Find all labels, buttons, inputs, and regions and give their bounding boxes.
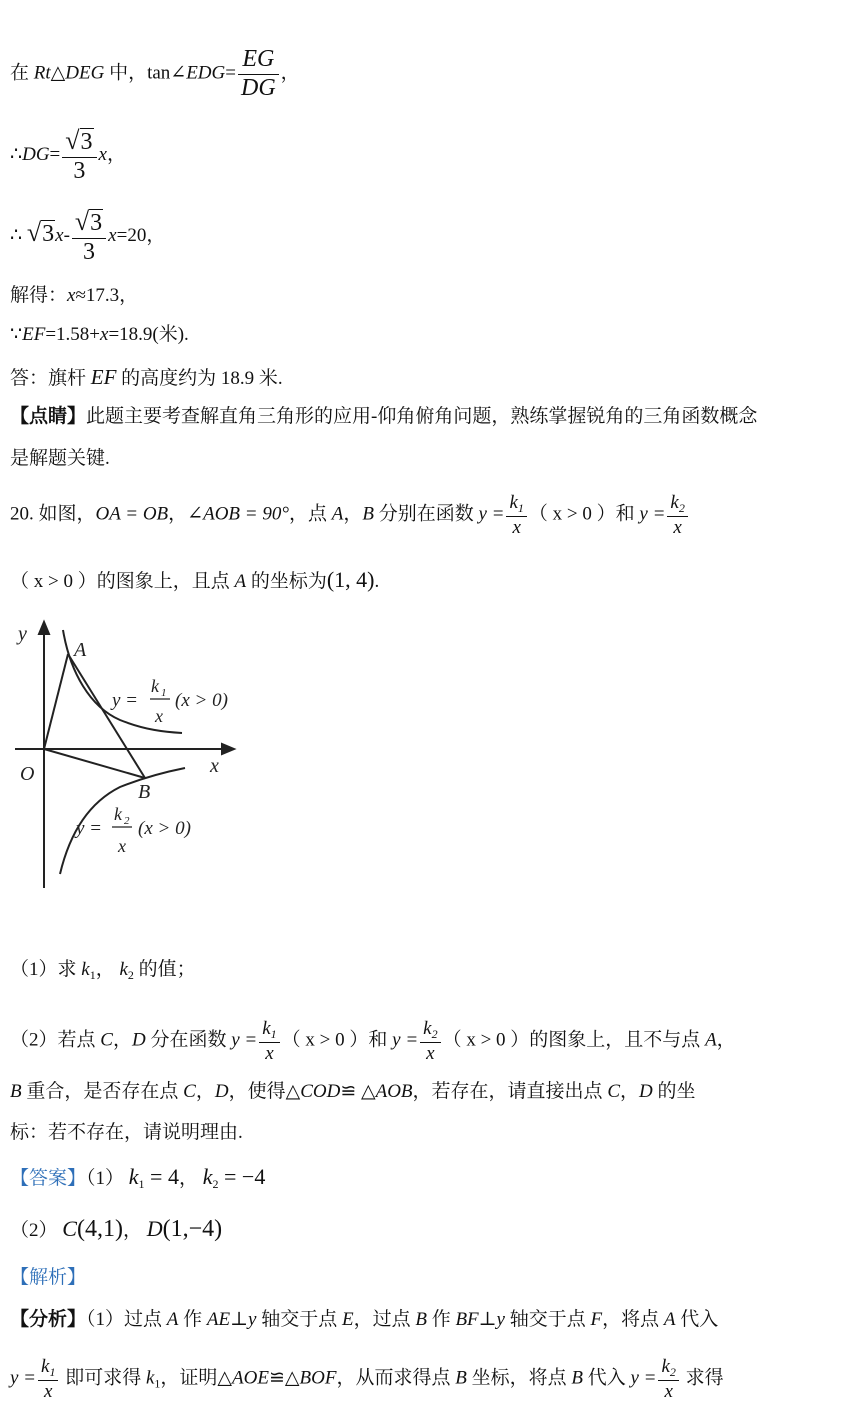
text: =18.9(米).: [108, 324, 189, 345]
numerator: [667, 492, 687, 517]
text: ≌△: [268, 1367, 300, 1389]
therefore-symbol: ∴: [10, 143, 23, 165]
text: ，: [122, 1220, 147, 1241]
curve-k2-den: x: [118, 836, 126, 856]
value: = −4: [218, 1164, 266, 1189]
subscript: 2: [669, 1365, 676, 1379]
analysis-line-1: [10, 1308, 718, 1332]
question-20-line-2: [10, 568, 379, 594]
text: =1.58+: [45, 324, 100, 345]
k: k: [670, 492, 679, 513]
subscript: 1: [89, 968, 96, 982]
text: 代入: [582, 1367, 631, 1389]
point-label: E: [341, 1309, 354, 1330]
numerator: [420, 1018, 440, 1043]
segment-oa: [44, 654, 68, 749]
curve-k2-cond: (x > 0): [138, 818, 191, 839]
text: （ x > 0 ）的图象上，且不与点: [442, 1029, 706, 1051]
segment-label: EF: [90, 365, 117, 389]
angle-label: EDG: [186, 62, 226, 84]
text: ，点: [288, 503, 332, 525]
point-label: D: [131, 1029, 146, 1051]
fraction: [259, 1018, 279, 1065]
text: （1）求: [10, 959, 82, 980]
point-label: B: [571, 1367, 583, 1389]
curve-k1-sub: 1: [161, 687, 167, 699]
text: 是解题关键.: [10, 448, 110, 469]
x-axis-label: x: [210, 755, 219, 777]
text: ，: [620, 1081, 640, 1102]
point-label: D: [214, 1081, 229, 1102]
y-axis-label: y: [18, 623, 27, 645]
jiexi-line: [10, 1266, 86, 1290]
denominator: x: [44, 1380, 53, 1402]
text: .: [374, 571, 380, 592]
radicand: 3: [80, 129, 93, 155]
k: k: [41, 1356, 50, 1377]
point-label: D: [146, 1216, 163, 1241]
point-label: B: [10, 1081, 22, 1102]
text: ，: [716, 1029, 736, 1051]
text: ，: [168, 503, 188, 525]
text: ，: [280, 62, 300, 84]
text: =: [225, 62, 236, 84]
question-number: 20. 如图，: [10, 503, 96, 525]
variable: x: [67, 285, 76, 306]
text: 作: [426, 1309, 456, 1330]
text: （2）若点: [10, 1029, 101, 1051]
fraction: [62, 126, 96, 185]
curve-k1-cond: (x > 0): [175, 690, 228, 711]
point-label: C: [62, 1216, 77, 1241]
text: =20，: [116, 224, 166, 246]
text: ，过点: [353, 1309, 416, 1330]
segment-label: AE: [206, 1309, 231, 1330]
text: 在: [10, 62, 34, 84]
triangle-label: AOE: [232, 1367, 269, 1389]
text: 此题主要考查解直角三角形的应用-仰角俯角问题，熟练掌握锐角的三角函数概念: [86, 406, 758, 427]
variable: x: [108, 224, 117, 246]
analysis-line-2: [10, 1356, 724, 1403]
text: ≌ △: [340, 1081, 376, 1102]
point-label: A: [234, 571, 247, 592]
text: ≈17.3，: [75, 285, 139, 306]
point-label: C: [183, 1081, 196, 1102]
curve-k2-lhs: y =: [76, 818, 103, 839]
function-lhs: y =: [639, 503, 666, 525]
segment-label: BF: [455, 1309, 479, 1330]
sqrt: √3: [74, 207, 103, 236]
curve-k2-k: k: [114, 804, 122, 824]
answer-2: [10, 1217, 222, 1243]
denominator: 3: [73, 157, 86, 184]
x-axis-arrow: [222, 744, 234, 754]
condition: ∠AOB = 90°: [187, 503, 289, 525]
function-lhs: y =: [630, 1367, 657, 1389]
point-label: C: [607, 1081, 620, 1102]
origin-label: O: [20, 763, 35, 785]
text: ⊥: [478, 1309, 497, 1330]
part-1-question: [10, 958, 196, 987]
dianjing-line-2: [10, 447, 110, 471]
text: ，: [195, 1081, 215, 1102]
subscript: 2: [127, 968, 134, 982]
subscript: 1: [138, 1177, 145, 1191]
text: 坐标，将点: [466, 1367, 572, 1389]
k: k: [145, 1367, 155, 1389]
point-label: F: [590, 1309, 603, 1330]
text: -: [63, 224, 70, 246]
curve-k1-den: x: [155, 706, 163, 726]
therefore-symbol: ∴: [10, 224, 27, 246]
point-label: A: [166, 1309, 179, 1330]
radicand: 3: [90, 210, 103, 236]
variable: x: [55, 224, 64, 246]
text: ，: [112, 1029, 132, 1051]
point-a-label: A: [74, 639, 87, 661]
text: ，: [95, 959, 120, 980]
subscript: 1: [517, 501, 524, 515]
text: 分在函数: [145, 1029, 232, 1051]
text: 标：若不存在，请说明理由.: [10, 1122, 243, 1143]
solution-line-dg: [10, 126, 126, 185]
point-label: B: [362, 503, 374, 525]
text: ，若存在，请直接出点: [412, 1081, 608, 1102]
text: ⊥: [230, 1309, 248, 1330]
solution-line-equation: [10, 207, 165, 266]
answer-line: [10, 365, 283, 391]
k: k: [119, 959, 128, 980]
numerator: [658, 1356, 678, 1381]
triangle-label: AOB: [375, 1081, 413, 1102]
text: 作: [178, 1309, 207, 1330]
text: ，: [106, 143, 126, 165]
dianjing-tag: 【点睛】: [10, 406, 87, 427]
value: = 4: [144, 1164, 179, 1189]
answer-1: [10, 1165, 265, 1196]
text: ，从而求得点: [336, 1367, 456, 1389]
function-lhs: y =: [478, 503, 505, 525]
function-lhs: y =: [392, 1029, 419, 1051]
part-2-question-line-1: [10, 1018, 736, 1065]
coordinate: (1, 4): [326, 567, 375, 592]
subscript: 1: [270, 1027, 277, 1041]
text: 代入: [675, 1309, 719, 1330]
text: ，: [343, 503, 363, 525]
denominator: DG: [240, 74, 276, 101]
point-label: A: [331, 503, 344, 525]
text: 轴交于点: [504, 1309, 591, 1330]
part-2-question-line-2: [10, 1080, 696, 1104]
subscript: 2: [212, 1177, 219, 1191]
numerator: [72, 207, 106, 239]
text: ，证明△: [160, 1367, 233, 1389]
variable: y: [248, 1309, 257, 1330]
y-axis-arrow: [39, 622, 49, 634]
triangle-label: BOF: [299, 1367, 337, 1389]
sqrt: √3: [26, 217, 55, 247]
solution-line-solve: [10, 284, 138, 308]
condition: OA = OB: [95, 503, 169, 525]
denominator: 3: [83, 238, 96, 265]
k: k: [81, 959, 90, 980]
text: 即可求得: [60, 1367, 146, 1389]
fraction: [506, 492, 526, 539]
text: ，: [178, 1168, 203, 1189]
curve-k1-lhs: y =: [112, 690, 139, 711]
text: ，使得△: [228, 1081, 301, 1102]
text: 求得: [680, 1367, 724, 1389]
point-label: A: [663, 1309, 676, 1330]
k: k: [128, 1164, 139, 1189]
point-label: D: [639, 1081, 653, 1102]
because-symbol: ∵: [10, 324, 23, 345]
text: ，将点: [602, 1309, 664, 1330]
curve-k1-k: k: [151, 676, 159, 696]
k: k: [262, 1018, 271, 1039]
denominator: x: [673, 516, 682, 538]
answer-tag: 【答案】: [10, 1168, 87, 1189]
fraction: [420, 1018, 440, 1065]
variable: x: [100, 324, 109, 345]
text: （1）过点: [86, 1309, 167, 1330]
fraction: [72, 207, 106, 266]
denominator: x: [265, 1042, 274, 1064]
numerator: [62, 126, 96, 158]
text: 分别在函数: [373, 503, 479, 525]
variable: x: [98, 143, 107, 165]
text: （ x > 0 ）的图象上，且点: [10, 571, 235, 592]
subscript: 1: [154, 1376, 161, 1391]
subscript: 1: [49, 1365, 56, 1379]
numerator: [259, 1018, 279, 1043]
text: （1）: [86, 1168, 129, 1189]
text: （2）: [10, 1220, 63, 1241]
numerator: [38, 1356, 58, 1381]
dianjing-line: [10, 405, 757, 429]
triangle-label: Rt△DEG: [33, 62, 105, 84]
segment-label: DG: [22, 143, 50, 165]
subscript: 2: [431, 1027, 438, 1041]
subscript: 2: [678, 501, 685, 515]
part-2-question-line-3: [10, 1121, 243, 1145]
radicand: 3: [42, 220, 55, 247]
denominator: x: [426, 1042, 435, 1064]
fraction: [38, 1356, 58, 1403]
sqrt: √3: [65, 126, 93, 155]
analysis-tag: 【分析】: [10, 1309, 87, 1330]
triangle-label: COD: [300, 1081, 341, 1102]
text: 解得：: [10, 285, 68, 306]
function-graph: [10, 612, 260, 897]
coordinate: (4,1): [76, 1216, 123, 1242]
numerator: [506, 492, 526, 517]
k: k: [202, 1164, 213, 1189]
jiexi-tag: 【解析】: [10, 1267, 87, 1288]
numerator: EG: [238, 46, 279, 75]
function-lhs: y =: [231, 1029, 258, 1051]
point-label: A: [705, 1029, 717, 1051]
k: k: [661, 1356, 670, 1377]
text: 的值；: [133, 959, 196, 980]
k: k: [423, 1018, 432, 1039]
segment-label: EF: [22, 324, 46, 345]
text: 重合，是否存在点: [21, 1081, 184, 1102]
point-b-label: B: [138, 781, 151, 803]
text: （ x > 0 ）和: [281, 1029, 393, 1051]
text: 中，tan∠: [104, 62, 187, 84]
denominator: x: [664, 1380, 673, 1402]
k: k: [509, 492, 518, 513]
point-label: C: [100, 1029, 113, 1051]
solution-line-tan: [10, 46, 300, 102]
point-label: B: [455, 1367, 467, 1389]
text: 轴交于点: [256, 1309, 342, 1330]
text: 的坐: [652, 1081, 696, 1102]
text: （ x > 0 ）和: [528, 503, 640, 525]
question-20-line-1: [10, 492, 690, 539]
point-label: B: [415, 1309, 427, 1330]
coordinate: (1,−4): [162, 1216, 223, 1242]
function-lhs: y =: [10, 1367, 37, 1389]
fraction: [658, 1356, 678, 1403]
text: 的高度约为 18.9 米.: [116, 368, 283, 389]
text: 答：旗杆: [10, 368, 91, 389]
solution-line-ef: [10, 323, 189, 347]
text: 的坐标为: [246, 571, 327, 592]
variable: y: [496, 1309, 505, 1330]
denominator: x: [512, 516, 521, 538]
fraction: [667, 492, 687, 539]
curve-k2-sub: 2: [124, 815, 130, 827]
fraction: [238, 46, 279, 102]
text: =: [49, 143, 61, 165]
